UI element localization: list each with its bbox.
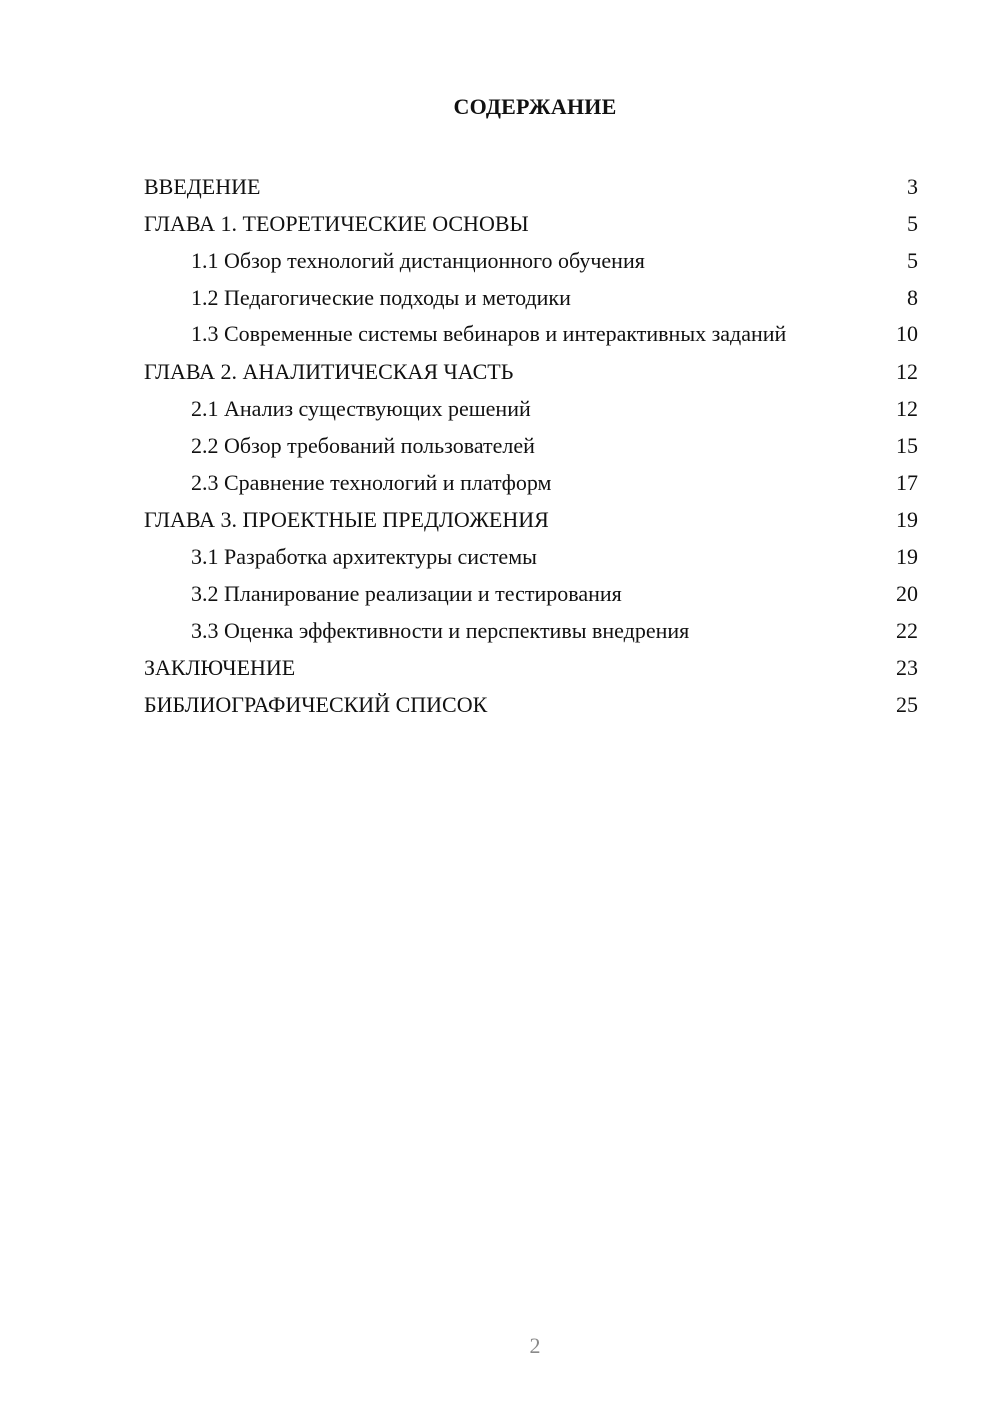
toc-entry-chapter-1[interactable]	[144, 205, 918, 242]
toc-entry-page: 25	[896, 692, 918, 717]
toc-entry-label: БИБЛИОГРАФИЧЕСКИЙ СПИСОК	[144, 692, 488, 717]
toc-entry-page: 12	[896, 359, 918, 384]
table-of-contents	[144, 168, 918, 723]
toc-entry-section-3-1[interactable]	[144, 538, 918, 575]
toc-entry-label: ГЛАВА 1. ТЕОРЕТИЧЕСКИЕ ОСНОВЫ	[144, 211, 529, 236]
toc-entry-page: 12	[896, 396, 918, 421]
toc-entry-page: 20	[896, 581, 918, 606]
toc-entry-label: 2.3 Сравнение технологий и платформ	[191, 470, 552, 495]
toc-entry-bibliography[interactable]	[144, 686, 918, 723]
toc-entry-label: 1.1 Обзор технологий дистанционного обучения	[191, 248, 645, 273]
toc-entry-label: 3.1 Разработка архитектуры системы	[191, 544, 537, 569]
toc-entry-label: 3.2 Планирование реализации и тестирования	[191, 581, 622, 606]
toc-entry-label: ГЛАВА 2. АНАЛИТИЧЕСКАЯ ЧАСТЬ	[144, 359, 514, 384]
toc-entry-section-3-3[interactable]	[144, 612, 918, 649]
toc-entry-page: 5	[907, 211, 918, 236]
toc-title: СОДЕРЖАНИЕ	[453, 94, 617, 119]
toc-entry-page: 3	[907, 174, 918, 199]
toc-entry-label: 2.2 Обзор требований пользователей	[191, 433, 535, 458]
toc-entry-section-1-3[interactable]	[144, 316, 918, 353]
toc-entry-page: 15	[896, 433, 918, 458]
toc-entry-page: 19	[896, 507, 918, 532]
toc-entry-label: 1.2 Педагогические подходы и методики	[191, 285, 571, 310]
toc-entry-label: ГЛАВА 3. ПРОЕКТНЫЕ ПРЕДЛОЖЕНИЯ	[144, 507, 549, 532]
toc-entry-label: 1.3 Современные системы вебинаров и интерактивных заданий	[191, 321, 787, 346]
toc-entry-section-1-1[interactable]	[144, 242, 918, 279]
toc-entry-page: 10	[896, 321, 918, 346]
toc-entry-page: 19	[896, 544, 918, 569]
toc-entry-chapter-2[interactable]	[144, 353, 918, 390]
toc-entry-chapter-3[interactable]	[144, 501, 918, 538]
toc-entry-section-3-2[interactable]	[144, 575, 918, 612]
toc-entry-label: 2.1 Анализ существующих решений	[191, 396, 531, 421]
toc-entry-section-2-1[interactable]	[144, 390, 918, 427]
toc-entry-label: ВВЕДЕНИЕ	[144, 174, 261, 199]
toc-entry-label: ЗАКЛЮЧЕНИЕ	[144, 655, 296, 680]
toc-entry-conclusion[interactable]	[144, 649, 918, 686]
toc-entry-page: 22	[896, 618, 918, 643]
toc-entry-label: 3.3 Оценка эффективности и перспективы внедрения	[191, 618, 690, 643]
toc-entry-section-2-3[interactable]	[144, 464, 918, 501]
toc-entry-section-1-2[interactable]	[144, 279, 918, 316]
page-number: 2	[529, 1333, 541, 1358]
toc-entry-introduction[interactable]	[144, 168, 918, 205]
toc-entry-page: 5	[907, 248, 918, 273]
toc-entry-page: 17	[896, 470, 918, 495]
toc-entry-page: 8	[907, 285, 918, 310]
toc-entry-section-2-2[interactable]	[144, 427, 918, 464]
toc-entry-page: 23	[896, 655, 918, 680]
